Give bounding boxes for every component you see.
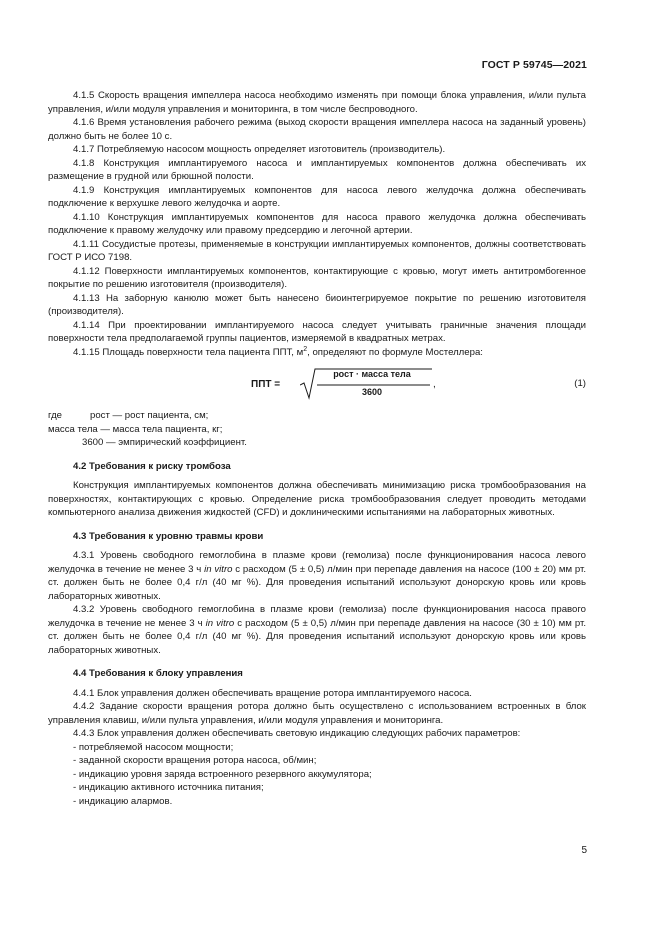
section-title-4-2: 4.2 Требования к риску тромбоза [73,460,231,472]
list-item: - индикацию активного источника питания; [73,782,264,793]
formula-denominator: 3600 [361,387,383,397]
paragraph-4-1-7: 4.1.7 Потребляемую насосом мощность определяет изготовитель (производитель). [73,144,446,155]
paragraph-4-3-2: 4.3.2 Уровень свободного гемоглобина в плазме крови (гемолиза) после функционирования насоса правого желудочка в течение не менее 3 ч in vitro с расходом (5 ± 0,5) л/мин при перепаде давления на насосе (30 ± 10) мм рт. ст. должен быть не более 0,4 г/л (40 мг %). Для проведения испытаний используют донорскую кровь или кровь лабораторных животных. [48,604,586,656]
legend-row: 3600 — эмпирический коэффициент. [82,437,247,448]
formula-legend [48,409,586,450]
equation-number: (1) [574,378,586,389]
formula-mosteller [48,365,586,405]
list-item: - потребляемой насосом мощности; [73,741,234,753]
section-title-4-3: 4.3 Требования к уровню травмы крови [73,530,264,542]
legend-row: где рост — рост пациента, см; [48,410,209,421]
document-id: ГОСТ Р 59745—2021 [481,59,587,71]
paragraph-4-1-14: 4.1.14 При проектировании имплантируемого насоса следует учитывать граничные значения площади поверхности тела предполагаемой группы пациентов, измеряемой в квадратных метрах. [48,319,586,344]
paragraph-4-1-6: 4.1.6 Время установления рабочего режима (выход скорости вращения импеллера насоса на заданный уровень) должно быть не более 10 с. [48,117,586,142]
formula-comma: , [433,379,436,390]
formula-lhs: ППТ = [251,379,281,390]
paragraph-4-2: Конструкция имплантируемых компонентов должна обеспечивать минимизацию риска тромбообразования на поверхностях, контактирующих с кровью. Определение риска тромбообразования следует проводить методами компьютерного анализа движения жидкостей (CFD) и доклиническими испытаниями на лабораторных животных. [48,480,586,518]
paragraph-4-1-9: 4.1.9 Конструкция имплантируемых компонентов для насоса левого желудочка должна обеспечивать подключение к верхушке левого желудочка и аорте. [48,184,586,209]
page-number: 5 [581,845,587,856]
legend-row: масса тела — масса тела пациента, кг; [48,423,223,435]
paragraph-4-4-3: 4.4.3 Блок управления должен обеспечивать световую индикацию следующих рабочих параметров: [73,728,521,739]
document-body [48,89,586,808]
paragraph-4-1-15: 4.1.15 Площадь поверхности тела пациента ППТ, $м^2$, определяют по формуле Мостеллера: [73,345,483,358]
paragraph-4-4-2: 4.4.2 Задание скорости вращения ротора должно быть осуществлено с использованием встроенных в блок управления клавиш, и/или пульта управления, и/или модуля управления и мониторинга. [48,701,586,726]
paragraph-4-1-13: 4.1.13 На заборную канюлю может быть нанесено биоинтегрируемое покрытие по решению изготовителя (производителя). [48,292,586,317]
paragraph-4-1-5: 4.1.5 Скорость вращения импеллера насоса необходимо изменять при помощи блока управления, и/или пульта управления, и/или модуля управления и мониторинга, в том числе беспроводного. [48,90,586,115]
indication-list [48,741,586,809]
list-item: - индикацию алармов. [73,795,173,807]
list-item: - заданной скорости вращения ротора насоса, об/мин; [73,755,317,766]
paragraph-4-1-8: 4.1.8 Конструкция имплантируемого насоса и имплантируемых компонентов должна обеспечивать их размещение в грудной или брюшной полости. [48,157,586,182]
paragraph-4-3-1: 4.3.1 Уровень свободного гемоглобина в плазме крови (гемолиза) после функционирования насоса левого желудочка в течение не менее 3 ч in vitro с расходом (5 ± 0,5) л/мин при перепаде давления на насосе (100 ± 20) мм рт. ст. должен быть не более 0,4 г/л (40 мг %). Для проведения испытаний используют донорскую кровь или кровь лабораторных животных. [48,550,586,602]
superscript-two: 2 [303,345,308,353]
list-item: - индикацию уровня заряда встроенного резервного аккумулятора; [73,768,372,780]
paragraph-4-1-11: 4.1.11 Сосудистые протезы, применяемые в конструкции имплантируемых компонентов, должны соответствовать ГОСТ Р ИСО 7198. [48,238,586,263]
paragraph-4-4-1: 4.4.1 Блок управления должен обеспечивать вращение ротора имплантируемого насоса. [73,687,472,699]
formula-numerator: рост · масса тела [333,369,411,379]
paragraph-4-1-10: 4.1.10 Конструкция имплантируемых компонентов для насоса правого желудочка должна обеспечивать подключение к правому желудочку или правому предсердию и легочной артерии. [48,211,586,236]
paragraph-4-1-12: 4.1.12 Поверхности имплантируемых компонентов, контактирующие с кровью, могут иметь антитромбогенное покрытие по решению изготовителя (производителя). [48,265,586,290]
section-title-4-4: 4.4 Требования к блоку управления [73,668,243,679]
legend-where-label: где [48,410,63,421]
